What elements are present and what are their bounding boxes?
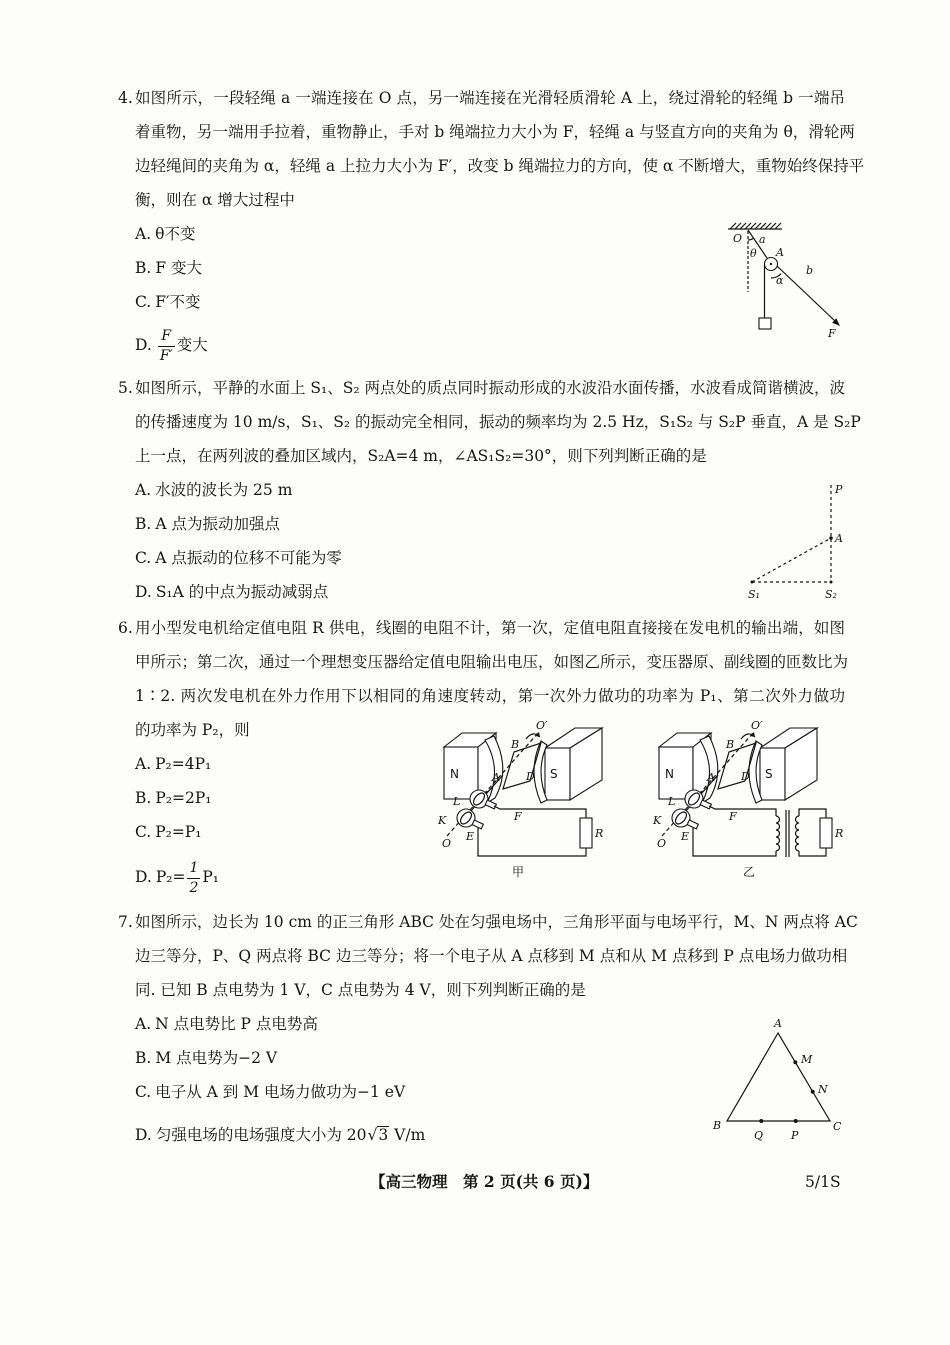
label-O-prime: O′	[536, 719, 548, 732]
label-B: B	[713, 1119, 722, 1132]
option-text: F 变大	[155, 259, 203, 277]
option-text: V/m	[389, 1126, 426, 1144]
option-label: C.	[135, 549, 152, 567]
option-text: P₂=P₁	[155, 823, 202, 841]
theta-arc	[748, 238, 754, 240]
option-label: C.	[135, 293, 152, 311]
option-text: N 点电势比 P 点电势高	[155, 1015, 318, 1033]
label-M: M	[801, 1053, 813, 1066]
label-E: E	[681, 830, 690, 843]
option-text: S₁A 的中点为振动减弱点	[155, 583, 329, 601]
point-S2	[830, 581, 833, 584]
label-P: P	[835, 483, 843, 496]
figure-q6-jia	[437, 719, 603, 879]
root-sign: √	[367, 1126, 378, 1144]
label-F: F	[729, 810, 737, 823]
figure-caption: 乙	[743, 865, 756, 879]
figure-q7	[712, 1017, 842, 1142]
wire-secondary-bottom	[799, 848, 826, 856]
point-S1	[751, 581, 754, 584]
option-text: P₂=2P₁	[155, 789, 212, 807]
option-label: D.	[135, 1126, 152, 1144]
label-S1: S₁	[748, 588, 760, 601]
option-label: B.	[135, 1049, 152, 1067]
fraction-denominator: F′	[159, 347, 173, 364]
label-alpha: α	[776, 274, 784, 287]
label-O-prime: O′	[751, 719, 763, 732]
label-A: A	[707, 771, 715, 784]
label-A: A	[835, 532, 843, 545]
question-stem-line: 边轻绳间的夹角为 α，轻绳 a 上拉力大小为 F′，改变 b 绳端拉力的方向，使 α 不断增大，重物始终保持平	[135, 157, 865, 175]
fraction-numerator: 1	[187, 860, 200, 878]
question-stem-line: 上一点，在两列波的叠加区域内，S₂A=4 m，∠AS₁S₂=30°，则下列判断正确的是	[135, 447, 707, 465]
label-B: B	[511, 738, 520, 751]
question-stem-line: 用小型发电机给定值电阻 R 供电，线圈的电阻不计，第一次，定值电阻直接接在发电机的输出端，如图	[135, 619, 845, 637]
option-label: A.	[135, 225, 152, 243]
option-text: A 点为振动加强点	[155, 515, 280, 533]
label-K: K	[438, 814, 447, 827]
figure-q4	[728, 223, 840, 340]
question-stem-line: 1∶2. 两次发电机在外力作用下以相同的角速度转动，第一次外力做功的功率为 P₁、第二次外力做功	[135, 687, 845, 705]
label-a: a	[759, 233, 766, 246]
ceiling-hatch	[730, 223, 781, 229]
question-number: 5.	[118, 379, 133, 397]
label-N: N	[665, 767, 674, 781]
point-N	[811, 1090, 815, 1094]
figure-caption: 甲	[512, 865, 525, 879]
option-label: D.	[135, 336, 152, 354]
option-label: B.	[135, 515, 152, 533]
label-S: S	[765, 767, 773, 781]
label-B: B	[726, 738, 735, 751]
label-N: N	[818, 1083, 828, 1096]
question-stem-line: 着重物，另一端用手拉着，重物静止，手对 b 绳端拉力大小为 F，轻绳 a 与竖直方向的夹角为 θ，滑轮两	[135, 123, 855, 141]
label-O: O	[442, 837, 452, 850]
resistor	[820, 818, 832, 848]
radicand: 3	[378, 1126, 389, 1144]
label-E: E	[466, 830, 475, 843]
wire-primary-bottom	[693, 828, 776, 856]
label-A: A	[492, 771, 500, 784]
primary-coil	[776, 816, 780, 851]
figure-q5	[748, 483, 843, 601]
question-stem-line: 边三等分，P、Q 两点将 BC 边三等分；将一个电子从 A 点移到 M 点和从 M 点移到 P 点电场力做功相	[135, 947, 848, 965]
label-F: F	[828, 327, 836, 340]
fraction-numerator: F	[158, 328, 175, 346]
wire-top	[494, 806, 586, 818]
option-label: B.	[135, 789, 152, 807]
label-Q: Q	[754, 1129, 764, 1142]
question-stem-line: 甲所示；第二次，通过一个理想变压器给定值电阻输出电压，如图乙所示，变压器原、副线圈的匝数比为	[135, 653, 849, 671]
option-label: B.	[135, 259, 152, 277]
wire-secondary-top	[799, 809, 826, 818]
option-text: M 点电势为−2 V	[155, 1049, 278, 1067]
label-b: b	[806, 264, 814, 277]
question-stem-line: 如图所示，一段轻绳 a 一端连接在 O 点，另一端连接在光滑轻质滑轮 A 上，绕过滑轮的轻绳 b 一端吊	[135, 89, 845, 107]
point-Q	[759, 1119, 763, 1123]
footer-title: 【高三物理 第 2 页(共 6 页)】	[370, 1172, 599, 1191]
wire-bottom	[478, 828, 586, 856]
label-K: K	[653, 814, 662, 827]
label-S: S	[550, 767, 558, 781]
figure-q6-yi	[652, 719, 843, 879]
label-C: C	[833, 1120, 842, 1133]
label-F: F	[514, 810, 522, 823]
option-text: A 点振动的位移不可能为零	[155, 549, 342, 567]
resistor	[580, 818, 592, 848]
label-R: R	[595, 827, 604, 840]
question-number: 4.	[118, 89, 133, 107]
label-L: L	[668, 795, 676, 808]
label-S2: S₂	[825, 588, 837, 601]
question-number: 6.	[118, 619, 133, 637]
option-label: A.	[135, 481, 152, 499]
option-label: C.	[135, 823, 152, 841]
question-stem-line: 的传播速度为 10 m/s，S₁、S₂ 的振动完全相同，振动的频率均为 2.5 Hz，S₁S₂ 与 S₂P 垂直，A 是 S₂P	[135, 413, 861, 431]
weight-block	[759, 318, 771, 329]
option-text: 变大	[176, 336, 208, 354]
question-stem-line: 同. 已知 B 点电势为 1 V，C 点电势为 4 V，则下列判断正确的是	[135, 981, 586, 999]
option-prefix: 匀强电场的电场强度大小为 20	[155, 1126, 367, 1144]
option-label: A.	[135, 755, 152, 773]
pulley-axle	[770, 263, 772, 265]
option-text: 电子从 A 到 M 电场力做功为−1 eV	[155, 1083, 406, 1101]
option-text: P₂=4P₁	[155, 755, 212, 773]
label-theta: θ	[750, 247, 757, 260]
question-stem-line: 衡，则在 α 增大过程中	[135, 191, 295, 209]
option-text: P₁	[202, 868, 220, 886]
question-stem-line: 的功率为 P₂，则	[135, 721, 250, 739]
generator	[444, 728, 602, 836]
option-prefix: P₂=	[155, 868, 186, 886]
triangle-ABC	[727, 1033, 830, 1121]
label-P: P	[791, 1129, 799, 1142]
label-D: D	[526, 770, 535, 783]
point-M	[793, 1060, 797, 1064]
label-N: N	[450, 767, 459, 781]
option-text: F′不变	[155, 293, 201, 311]
label-A: A	[776, 246, 784, 259]
wire-primary-top	[709, 806, 776, 816]
fraction-denominator: 2	[189, 879, 199, 896]
option-label: C.	[135, 1083, 152, 1101]
option-label: A.	[135, 1015, 152, 1033]
point-P	[794, 1119, 798, 1123]
option-text: θ不变	[155, 225, 196, 243]
question-stem-line: 如图所示，边长为 10 cm 的正三角形 ABC 处在匀强电场中，三角形平面与电场平行，M、N 两点将 AC	[135, 913, 858, 931]
label-L: L	[453, 795, 461, 808]
question-number: 7.	[118, 913, 133, 931]
option-text: 水波的波长为 25 m	[155, 481, 293, 499]
generator	[659, 728, 817, 836]
label-D: D	[741, 770, 750, 783]
option-label: D.	[135, 583, 152, 601]
point-A	[829, 536, 833, 540]
secondary-coil	[796, 816, 800, 851]
label-O: O	[657, 837, 667, 850]
question-stem-line: 如图所示，平静的水面上 S₁、S₂ 两点处的质点同时振动形成的水波沿水面传播，水波看成简谐横波，波	[135, 379, 846, 397]
page-code: 5/1S	[805, 1173, 841, 1191]
option-label: D.	[135, 868, 152, 886]
line-S1A	[752, 538, 831, 582]
label-O: O	[733, 232, 743, 245]
label-A: A	[774, 1017, 782, 1030]
label-R: R	[835, 827, 844, 840]
